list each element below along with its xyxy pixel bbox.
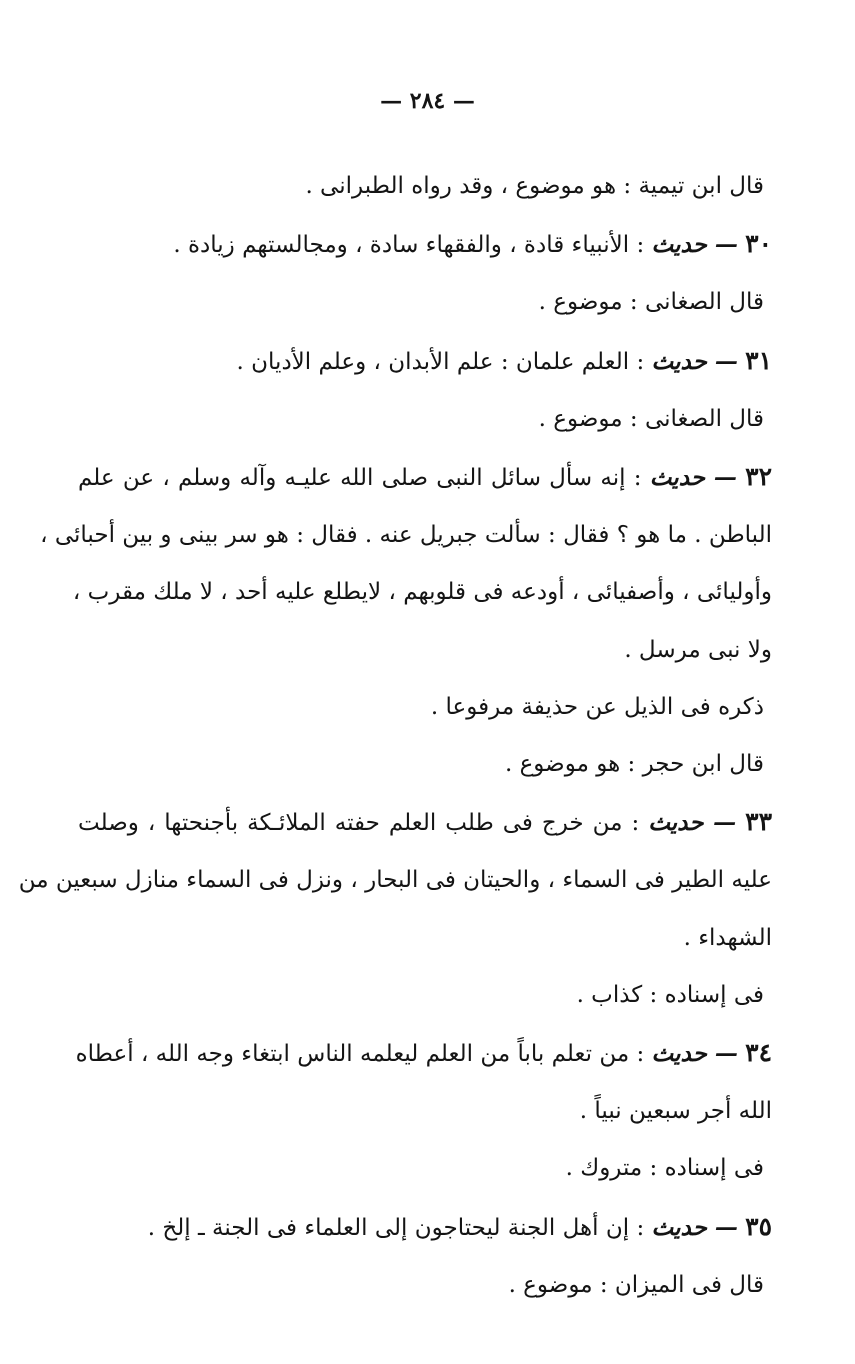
line-text: فى إسناده : متروك . — [565, 1155, 764, 1182]
line-text: ولا نبى مرسل . — [624, 636, 772, 663]
hadith-number: ٣٠ — [745, 229, 772, 259]
line-text: ذكره فى الذيل عن حذيفة مرفوعا . — [430, 693, 764, 720]
hadith-label: — حديث — [651, 1040, 738, 1068]
hadith-line — [78, 1198, 772, 1257]
commentary-line — [78, 736, 772, 793]
line-text: قال فى الميزان : موضوع . — [508, 1271, 764, 1298]
line-text: : العلم علمان : علم الأبدان ، وعلم الأديان . — [236, 348, 645, 375]
continuation-line — [78, 910, 772, 967]
commentary-line — [78, 1140, 772, 1197]
commentary-line — [78, 679, 772, 736]
line-text: : من خرج فى طلب العلم حفته الملائـكة بأجنحتها ، وصلت — [78, 810, 640, 837]
line-text: الشهداء . — [683, 924, 772, 951]
page-number: — ٢٨٤ — — [380, 88, 475, 114]
line-text: : من تعلم باباً من العلم ليعلمه الناس ابتغاء وجه الله ، أعطاه — [75, 1041, 645, 1068]
hadith-label: — حديث — [651, 347, 738, 375]
hadith-label: — حديث — [648, 809, 737, 837]
hadith-line — [78, 793, 772, 852]
commentary-line — [78, 967, 772, 1024]
line-text: قال ابن تيمية : هو موضوع ، وقد رواه الطبرانى . — [305, 173, 764, 199]
continuation-line — [72, 564, 772, 621]
hadith-label: — حديث — [649, 464, 737, 492]
hadith-number: ٣٢ — [745, 462, 773, 492]
commentary-line — [78, 1257, 772, 1314]
line-text: : إنه سأل سائل النبى صلى الله عليـه وآله وسلم ، عن علم — [78, 465, 642, 492]
line-text: الله أجر سبعين نبياً . — [579, 1098, 772, 1125]
hadith-number: ٣٣ — [745, 807, 772, 837]
commentary-line — [78, 274, 772, 331]
hadith-number: ٣١ — [745, 345, 772, 375]
hadith-line — [75, 1024, 772, 1083]
hadith-line — [78, 332, 772, 391]
hadith-line — [78, 448, 772, 507]
continuation-line — [78, 622, 772, 679]
line-text: عليه الطير فى السماء ، والحيتان فى البحار ، ونزل فى السماء منازل سبعين من — [18, 867, 772, 894]
line-text: الباطن . ما هو ؟ فقال : سألت جبريل عنه . فقال : هو سر بينى و بين أحبائى ، — [40, 522, 772, 549]
hadith-line — [78, 215, 772, 274]
continuation-line — [18, 852, 772, 909]
hadith-label: — حديث — [651, 231, 738, 259]
continuation-line — [40, 507, 772, 564]
line-text: قال الصغانى : موضوع . — [538, 405, 764, 432]
line-text: فى إسناده : كذاب . — [576, 981, 764, 1008]
commentary-line — [78, 158, 772, 215]
line-text: : الأنبياء قادة ، والفقهاء سادة ، ومجالستهم زيادة . — [173, 232, 645, 259]
hadith-number: ٣٥ — [745, 1211, 772, 1241]
page-body — [18, 158, 773, 1314]
line-text: قال ابن حجر : هو موضوع . — [504, 751, 764, 778]
continuation-line — [78, 1083, 772, 1140]
commentary-line — [78, 391, 772, 448]
hadith-label: — حديث — [651, 1213, 738, 1241]
line-text: : إن أهل الجنة ليحتاجون إلى العلماء فى الجنة ـ إلخ . — [147, 1214, 645, 1241]
line-text: قال الصغانى : موضوع . — [538, 289, 764, 316]
line-text: وأوليائى ، وأصفيائى ، أودعه فى قلوبهم ، لايطلع عليه أحد ، لا ملك مقرب ، — [72, 579, 772, 606]
hadith-number: ٣٤ — [745, 1038, 772, 1068]
